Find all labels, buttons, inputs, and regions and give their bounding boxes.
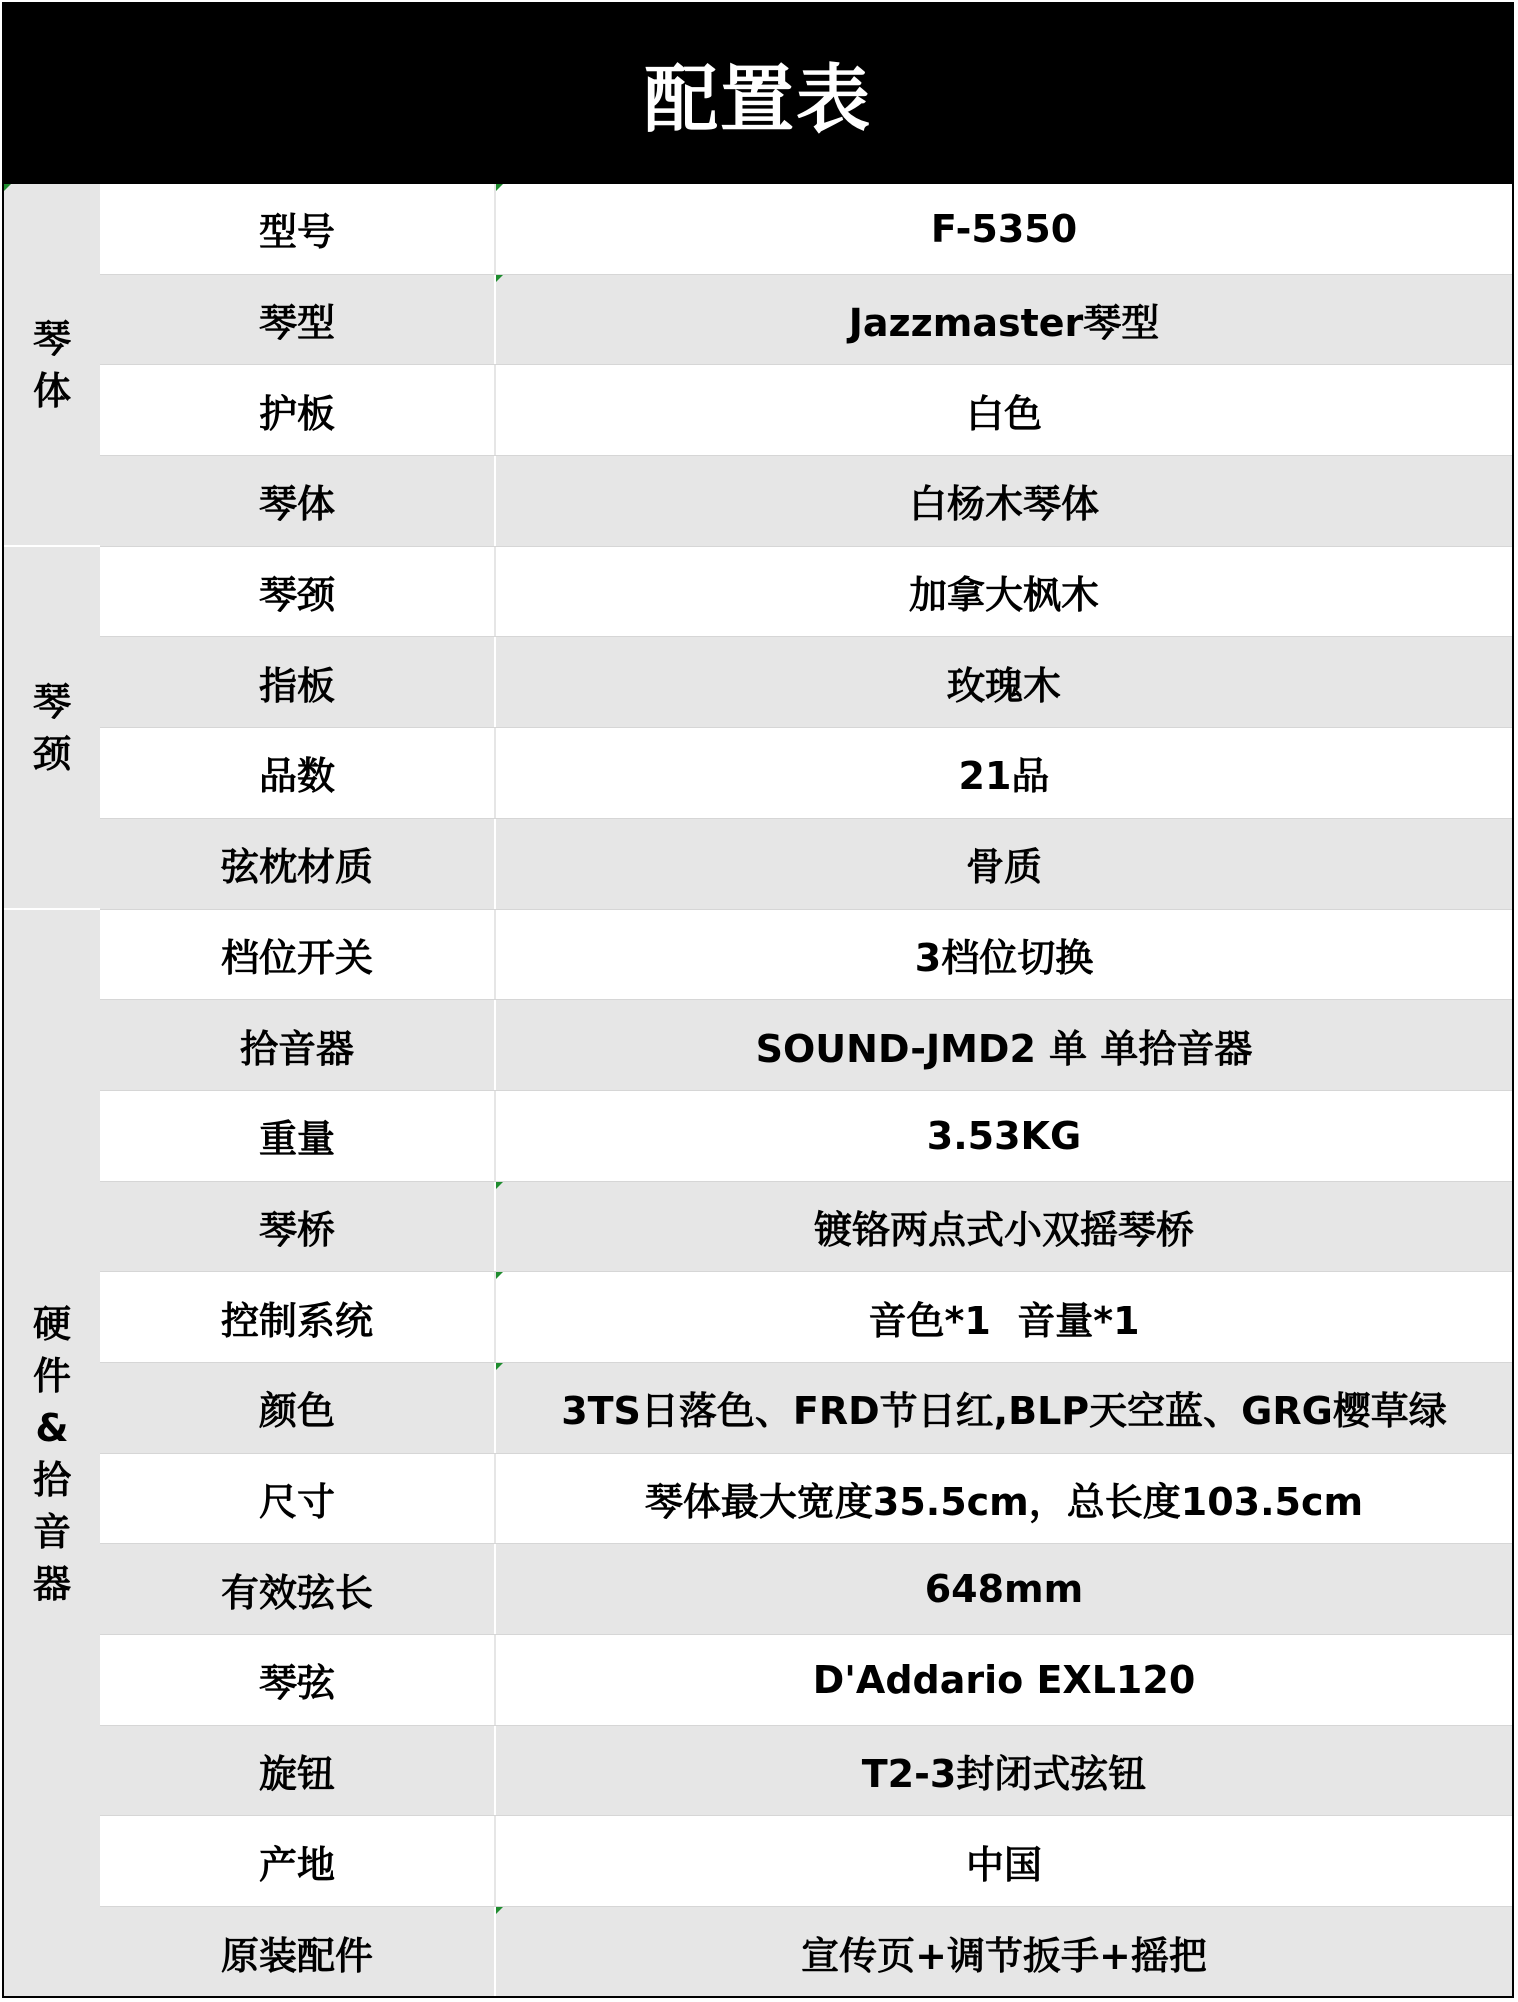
spec-value: 21品 [958,754,1050,799]
spec-table [2,2,1514,1998]
corner-marker-icon [496,1363,503,1370]
spec-value: 音色*1 音量*1 [868,1298,1140,1343]
spec-value: 玫瑰木 [946,663,1061,708]
spec-value: 琴体最大宽度35.5cm，总长度103.5cm [644,1479,1364,1524]
spec-value: T2-3封闭式弦钮 [861,1752,1147,1797]
table-row [100,910,1512,1001]
spec-name: 有效弦长 [100,1544,496,1634]
spec-name: 控制系统 [100,1272,496,1362]
table-row [100,1635,1512,1726]
spec-value: D'Addario EXL120 [812,1657,1196,1702]
spec-name: 拾音器 [100,1000,496,1090]
spec-name: 指板 [100,637,496,727]
table-row [100,1907,1512,1998]
table-row [100,1363,1512,1454]
spec-name: 重量 [100,1091,496,1181]
spec-name: 颜色 [100,1363,496,1453]
corner-marker-icon [496,1272,503,1279]
spec-name: 护板 [100,365,496,455]
table-row [100,547,1512,638]
spec-value: 加拿大枫木 [908,573,1099,618]
spec-value: Jazzmaster琴型 [848,301,1160,346]
section-hardware-pickups [4,910,100,1998]
spec-value: SOUND-JMD2 单 单拾音器 [755,1026,1253,1071]
spec-value: 648mm [924,1567,1084,1612]
section-body [4,184,100,547]
table-row [100,365,1512,456]
table-row [100,1091,1512,1182]
spec-value: 3档位切换 [914,935,1094,980]
corner-marker-icon [4,184,11,191]
table-row [100,819,1512,910]
spec-rows [100,184,1512,1998]
table-row [100,184,1512,275]
table-row [100,1544,1512,1635]
section-neck [4,547,100,910]
spec-name: 产地 [100,1816,496,1906]
spec-name: 品数 [100,728,496,818]
table-row [100,275,1512,366]
table-row [100,1272,1512,1363]
spec-value: 中国 [965,1842,1042,1887]
spec-name: 尺寸 [100,1454,496,1544]
spec-name: 档位开关 [100,910,496,1000]
spec-name: 琴桥 [100,1182,496,1272]
corner-marker-icon [496,1907,503,1914]
spec-value: 白杨木琴体 [908,482,1099,527]
table-row [100,1816,1512,1907]
spec-value: 宣传页+调节扳手+摇把 [801,1933,1207,1978]
spec-name: 琴颈 [100,547,496,637]
spec-name: 弦枕材质 [100,819,496,909]
spec-value: 骨质 [965,845,1042,890]
spec-name: 旋钮 [100,1726,496,1816]
section-label: 琴颈 [32,679,71,776]
spec-value: 镀铬两点式小双摇琴桥 [813,1207,1194,1252]
section-label: 琴体 [32,316,71,413]
spec-name: 琴体 [100,456,496,546]
table-title: 配置表 [4,4,1512,184]
spec-name: 型号 [100,184,496,274]
corner-marker-icon [496,1182,503,1189]
spec-value: 3TS日落色、FRD节日红,BLP天空蓝、GRG樱草绿 [561,1389,1447,1434]
spec-value: F-5350 [930,206,1078,251]
spec-value: 3.53KG [926,1113,1082,1158]
table-row [100,1000,1512,1091]
section-label: 硬件&拾音器 [32,1302,71,1606]
spec-value: 白色 [965,391,1042,436]
corner-marker-icon [496,275,503,282]
table-row [100,637,1512,728]
table-row [100,728,1512,819]
spec-name: 琴弦 [100,1635,496,1725]
table-row [100,456,1512,547]
corner-marker-icon [496,184,503,191]
spec-name: 琴型 [100,275,496,365]
table-row [100,1182,1512,1273]
table-row [100,1726,1512,1817]
table-row [100,1454,1512,1545]
spec-name: 原装配件 [100,1907,496,1998]
